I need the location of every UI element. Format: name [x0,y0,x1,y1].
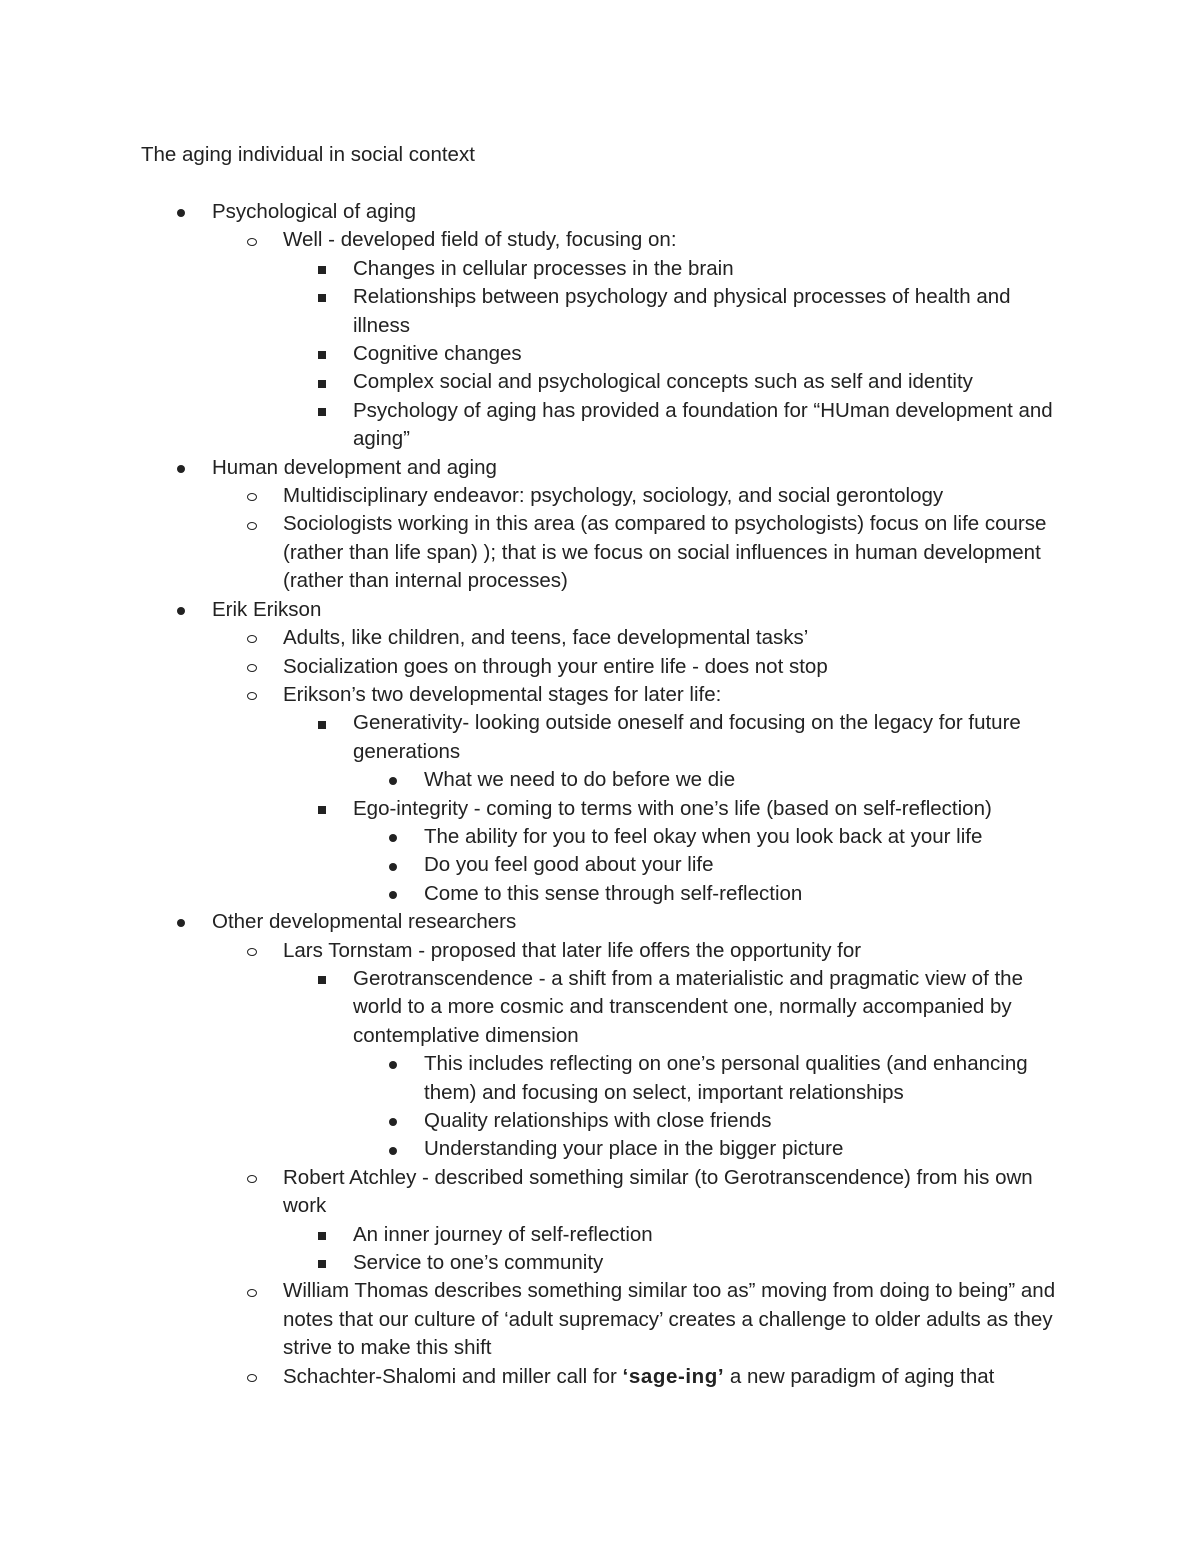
bullet-filled-icon [175,454,187,482]
list-item: Sociologists working in this area (as compared to psychologists) focus on life course (rather than life span) ); that is we focus on social influences in human development (rather than internal processes) [283,510,1068,595]
list-item: Socialization goes on through your entire life - does not stop [283,653,1068,681]
list-item: Changes in cellular processes in the brain [353,255,1068,283]
bullet-filled-icon [387,1107,399,1135]
bullet-hollow-icon [246,624,258,652]
bullet-filled-icon [387,766,399,794]
list-item: Gerotranscendence - a shift from a materialistic and pragmatic view of the world to a more cosmic and transcendent one, normally accompanied by contemplative dimension [353,965,1068,1050]
bullet-hollow-icon [246,1363,258,1391]
list-item: Psychology of aging has provided a foundation for “HUman development and aging” [353,397,1068,454]
list-item: An inner journey of self-reflection [353,1221,1068,1249]
list-item: Understanding your place in the bigger picture [424,1135,1069,1163]
list-item: Other developmental researchers [212,908,1062,936]
bullet-filled-icon [175,198,187,226]
list-item: William Thomas describes something similar too as” moving from doing to being” and notes that our culture of ‘adult supremacy’ creates a challenge to older adults as they strive to make this shift [283,1277,1068,1362]
bullet-square-icon [316,397,328,425]
list-item: Adults, like children, and teens, face developmental tasks’ [283,624,1068,652]
list-item: Erik Erikson [212,596,1062,624]
bullet-square-icon [316,283,328,311]
notes-outline [0,198,1200,1391]
list-item: Do you feel good about your life [424,851,1069,879]
bullet-square-icon [316,965,328,993]
bullet-square-icon [316,795,328,823]
list-item: Human development and aging [212,454,1062,482]
bullet-hollow-icon [246,1277,258,1305]
list-item: The ability for you to feel okay when you look back at your life [424,823,1069,851]
list-item: Multidisciplinary endeavor: psychology, sociology, and social gerontology [283,482,1068,510]
bullet-filled-icon [387,823,399,851]
list-item: Well - developed field of study, focusing on: [283,226,1068,254]
bullet-filled-icon [387,851,399,879]
document-title: The aging individual in social context [141,143,475,166]
bullet-filled-icon [387,1135,399,1163]
list-item: Ego-integrity - coming to terms with one’s life (based on self-reflection) [353,795,1068,823]
list-item: Complex social and psychological concepts such as self and identity [353,368,1068,396]
list-item: Relationships between psychology and physical processes of health and illness [353,283,1068,340]
list-item: This includes reflecting on one’s personal qualities (and enhancing them) and focusing on select, important relationships [424,1050,1069,1107]
bullet-hollow-icon [246,1164,258,1192]
list-item: Lars Tornstam - proposed that later life offers the opportunity for [283,937,1068,965]
list-item: Schachter-Shalomi and miller call for ‘sage-ing’ a new paradigm of aging that [283,1363,1068,1391]
bullet-square-icon [316,368,328,396]
bullet-square-icon [316,340,328,368]
list-item: Generativity- looking outside oneself and focusing on the legacy for future generations [353,709,1068,766]
list-item: Service to one’s community [353,1249,1068,1277]
list-item: Come to this sense through self-reflection [424,880,1069,908]
bullet-hollow-icon [246,937,258,965]
bullet-square-icon [316,709,328,737]
list-item: Robert Atchley - described something similar (to Gerotranscendence) from his own work [283,1164,1068,1221]
list-item: Cognitive changes [353,340,1068,368]
bullet-hollow-icon [246,226,258,254]
bullet-hollow-icon [246,510,258,538]
list-item: Psychological of aging [212,198,1062,226]
bullet-hollow-icon [246,681,258,709]
bullet-square-icon [316,255,328,283]
sage-ing-term: ‘sage-ing’ [622,1364,725,1388]
bullet-filled-icon [175,596,187,624]
bullet-hollow-icon [246,653,258,681]
bullet-square-icon [316,1221,328,1249]
list-item: What we need to do before we die [424,766,1069,794]
list-item: Erikson’s two developmental stages for later life: [283,681,1068,709]
list-item: Quality relationships with close friends [424,1107,1069,1135]
bullet-filled-icon [175,908,187,936]
bullet-filled-icon [387,880,399,908]
bullet-square-icon [316,1249,328,1277]
bullet-hollow-icon [246,482,258,510]
bullet-filled-icon [387,1050,399,1078]
